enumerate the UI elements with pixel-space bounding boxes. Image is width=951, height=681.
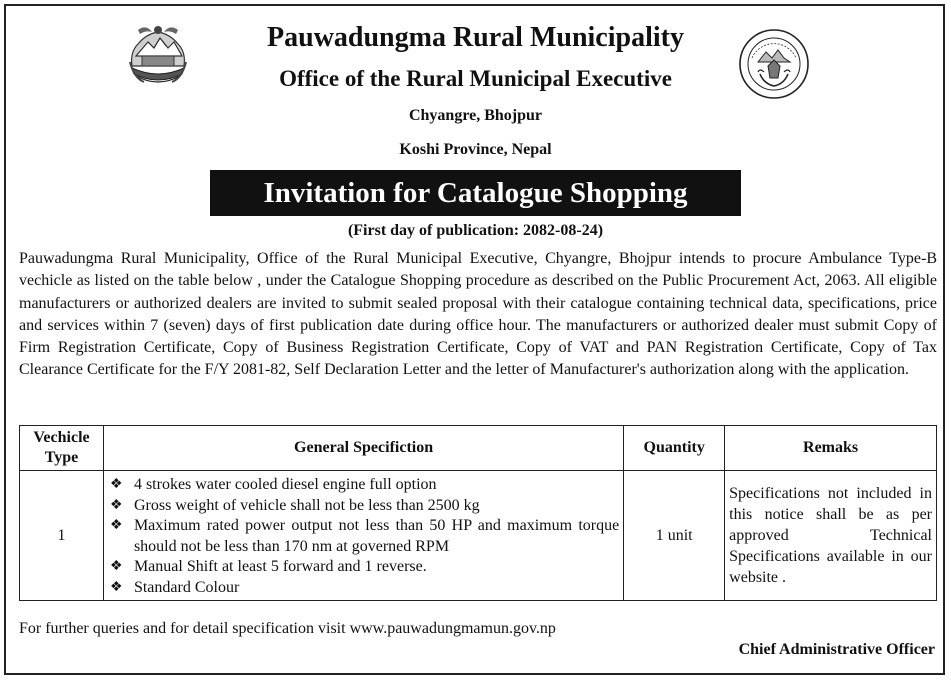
spec-text: Maximum rated power output not less than 50 HP and maximum torque should not be less than 170 nm at governed RPM [133, 517, 620, 555]
list-item [110, 496, 619, 517]
footer-note: For further queries and for detail specification visit www.pauwadungmamun.gov.np [19, 620, 556, 637]
municipality-name: Pauwadungma Rural Municipality [267, 22, 684, 53]
specification-list [110, 475, 619, 598]
spec-text: Gross weight of vehicle shall not be less than 2500 kg [133, 496, 480, 514]
list-item [110, 578, 619, 599]
location-line-1: Chyangre, Bhojpur [408, 107, 543, 124]
header-vehicle-type: Vechicle Type [20, 426, 104, 471]
diamond-bullet-icon: ❖ [109, 497, 123, 513]
notice-title-banner: Invitation for Catalogue Shopping [210, 170, 741, 216]
remarks-cell: Specifications not included in this notice shall be as per approved Technical Specifications available in our website . [725, 471, 937, 601]
header-general-specification: General Specifiction [103, 426, 623, 471]
quantity-cell: 1 unit [624, 471, 725, 601]
list-item [110, 516, 619, 557]
vehicle-type-cell: 1 [20, 471, 104, 601]
table-row [20, 471, 937, 601]
list-item [110, 557, 619, 578]
notice-body: Pauwadungma Rural Municipality, Office of the Rural Municipal Executive, Chyangre, Bhojpur intends to procure Ambulance Type-B vechicle as listed on the table below , under the Catalogue Shopping procedure as described on the Public Procurement Act, 2063. All eligible manufacturers or authorized dealers are invited to submit sealed proposal with their catalogue containing technical data, specifications, price and services within 7 (seven) days of first publication date during office hour. The manufacturers or authorized dealer must submit Copy of Firm Registration Certificate, Copy of Business Registration Certificate, Copy of VAT and PAN Registration Certificate, Copy of Tax Clearance Certificate for the F/Y 2081-82, Self Declaration Letter and the letter of Manufacturer's authorization along with the application. [19, 250, 937, 379]
specification-cell [103, 471, 623, 601]
spec-text: Standard Colour [133, 578, 240, 596]
spec-text: 4 strokes water cooled diesel engine full option [133, 476, 437, 493]
diamond-bullet-icon: ❖ [109, 518, 123, 533]
spec-text: Manual Shift at least 5 forward and 1 reverse. [133, 558, 427, 575]
diamond-bullet-icon: ❖ [109, 579, 123, 595]
specification-table [19, 425, 937, 601]
diamond-bullet-icon: ❖ [109, 477, 123, 492]
office-name: Office of the Rural Municipal Executive [279, 66, 672, 91]
table-header-row [20, 426, 937, 471]
signature: Chief Administrative Officer [738, 641, 935, 658]
header-quantity: Quantity [624, 426, 725, 471]
publication-date: (First day of publication: 2082-08-24) [347, 222, 604, 239]
header-remarks: Remaks [725, 426, 937, 471]
diamond-bullet-icon: ❖ [109, 559, 123, 574]
list-item [110, 475, 619, 496]
location-line-2: Koshi Province, Nepal [399, 141, 552, 158]
